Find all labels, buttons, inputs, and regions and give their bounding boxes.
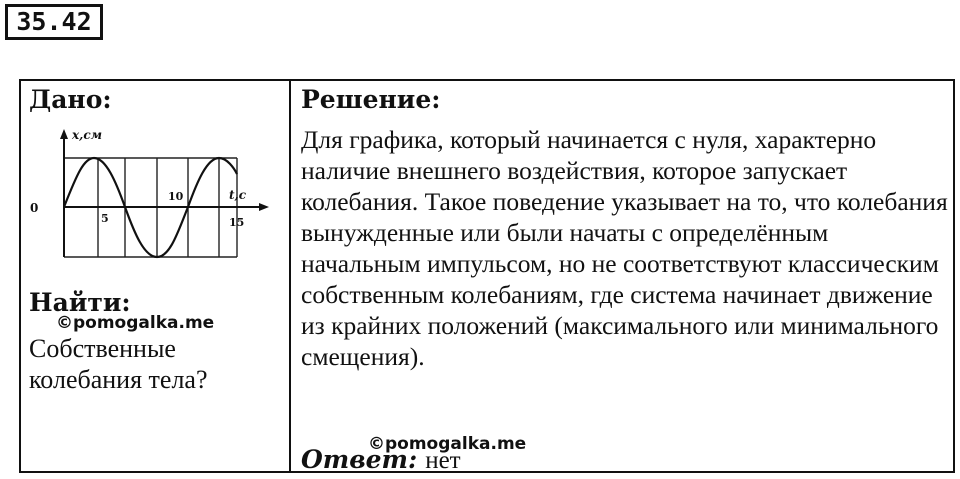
watermark: ©pomogalka.me (56, 313, 215, 333)
oscillation-graph (22, 124, 272, 264)
given-heading: Дано: (29, 85, 112, 114)
y-axis-label: x,см (72, 128, 103, 142)
solution-heading: Решение: (301, 85, 441, 114)
x-axis-arrow (259, 203, 269, 211)
answer-label: Ответ: (301, 445, 418, 474)
answer-value: нет (425, 447, 461, 474)
find-question: Собственные колебания тела? (29, 334, 208, 394)
watermark: ©pomogalka.me (368, 434, 527, 454)
column-divider (289, 81, 291, 471)
x-axis-label: t,c (229, 188, 247, 202)
tick-label-5: 5 (101, 212, 109, 225)
y-axis-arrow (60, 129, 68, 139)
solution-text: Для графика, который начинается с нуля, характерно наличие внешнего воздействия, которое запускает колебания. Такое поведение указывает на то, что колебания вынужденные или были начаты с определённым начальным импульсом, но не соответствуют классическим собственным колебаниям, где система начинает движение из крайних положений (максимального или минимального смещения). (301, 125, 948, 371)
find-heading: Найти: (29, 288, 131, 317)
tick-label-10: 10 (168, 190, 184, 203)
tick-label-15: 15 (229, 216, 245, 229)
problem-number: 35.42 (5, 4, 103, 40)
origin-label: 0 (30, 201, 39, 215)
